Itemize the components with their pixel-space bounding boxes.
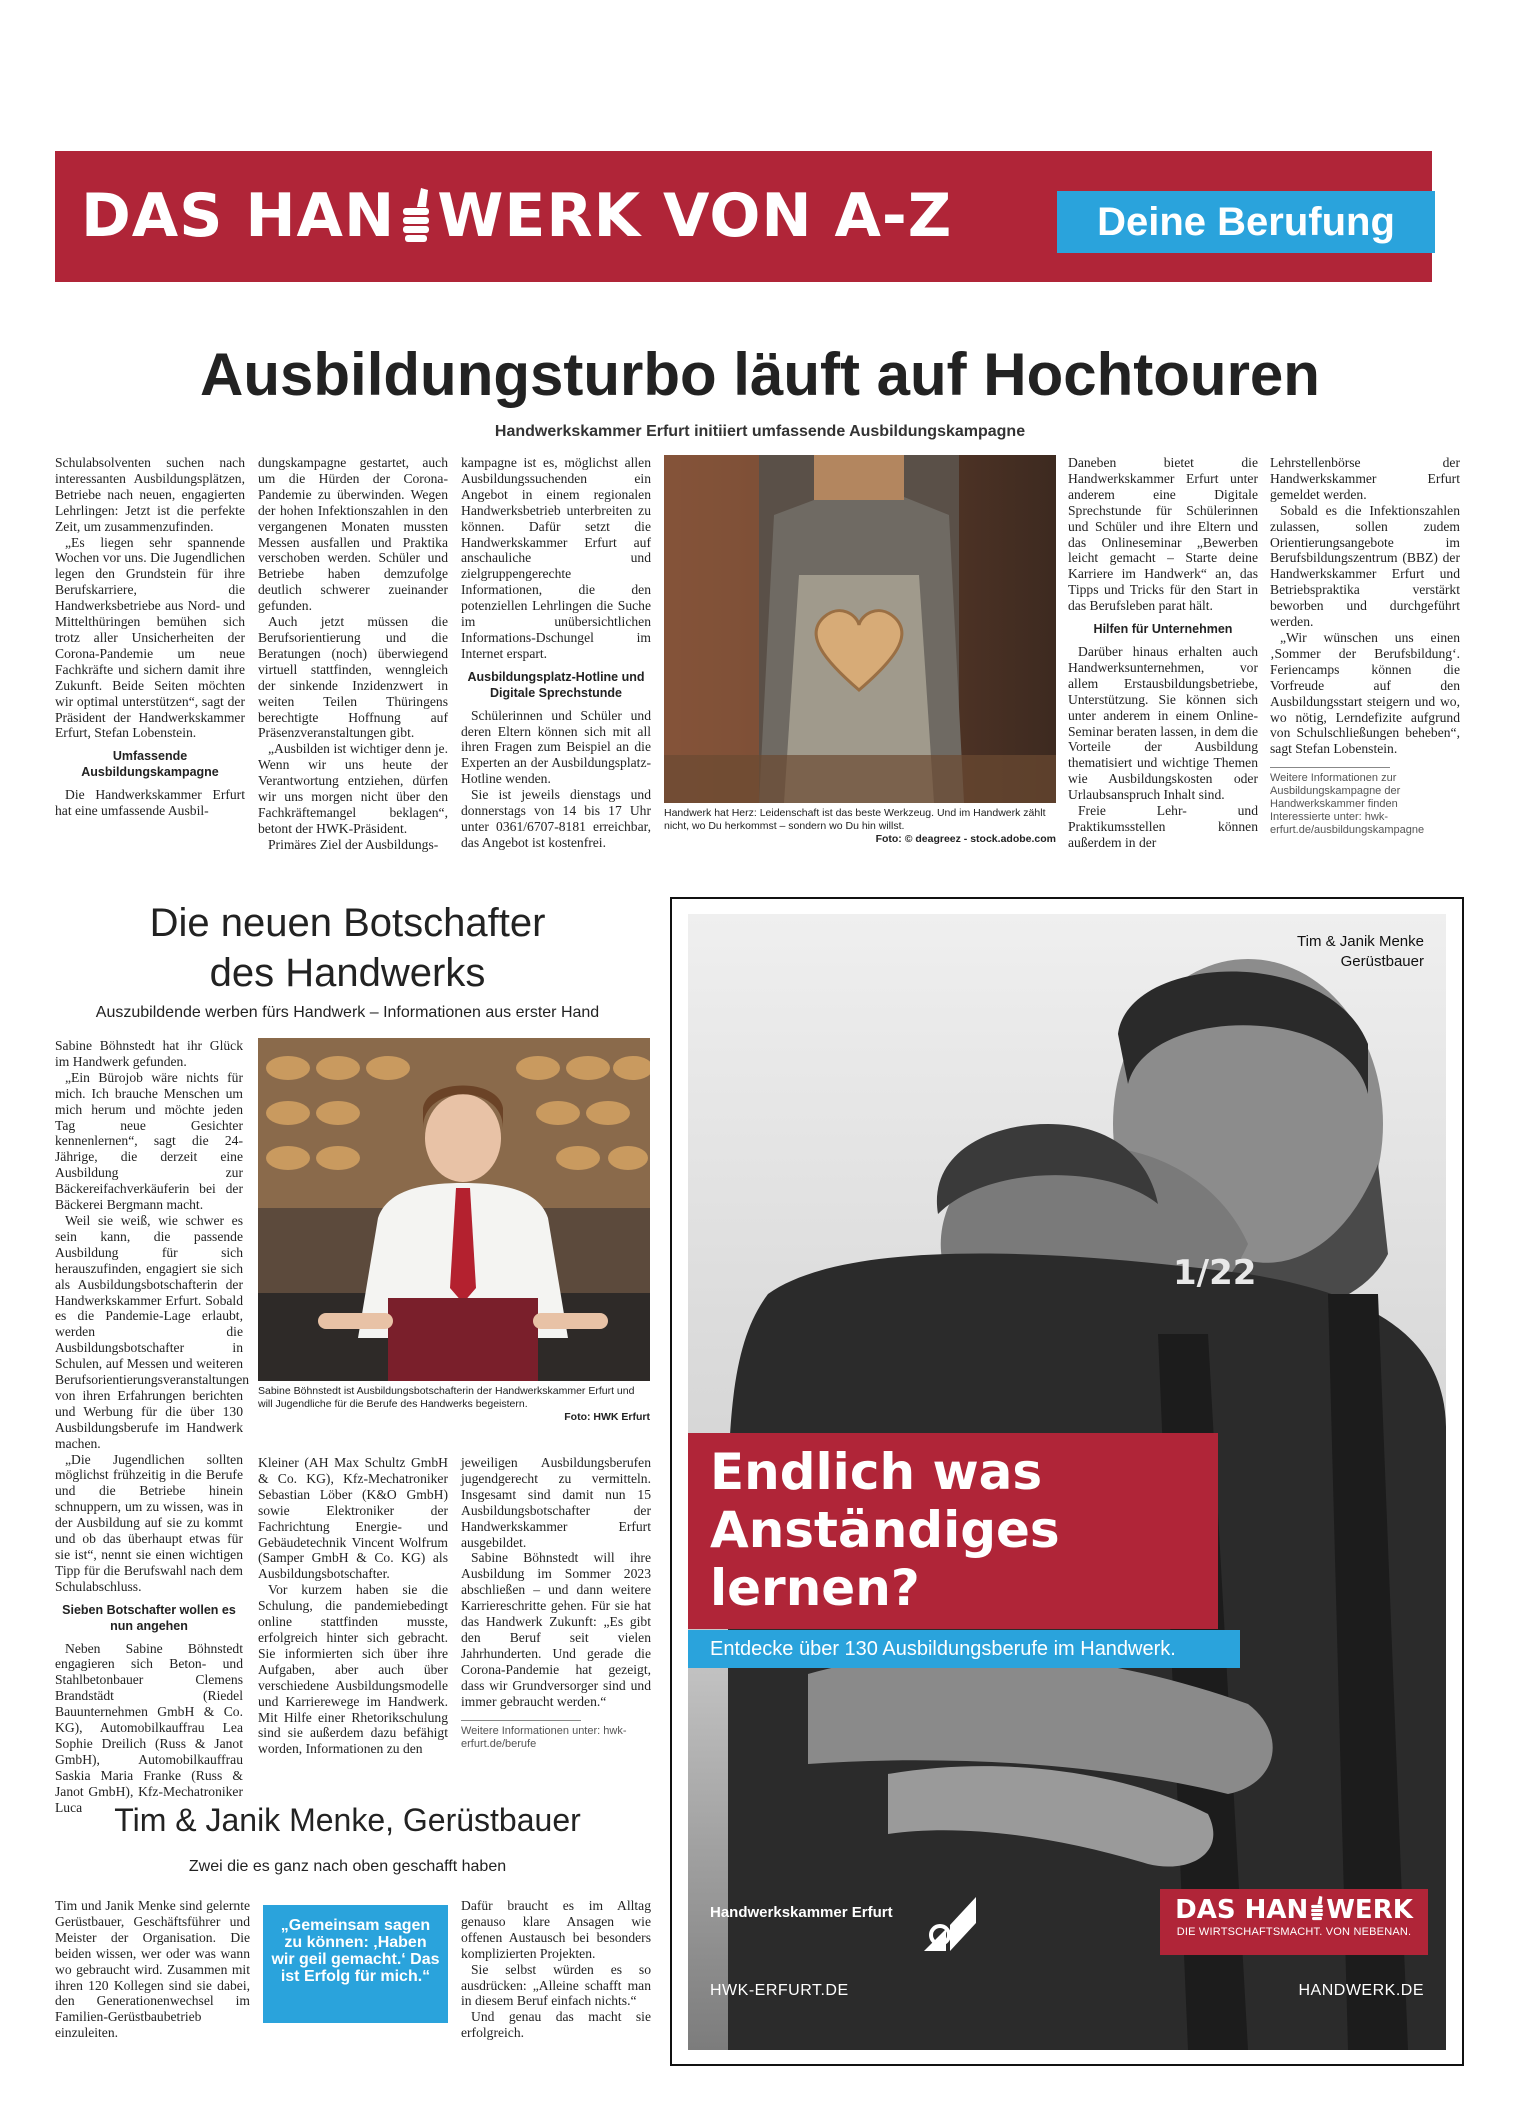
ad-names <box>1297 932 1424 972</box>
paragraph: Sabine Böhnstedt hat ihr Glück im Handwerk gefunden. <box>55 1038 243 1069</box>
das-handwerk-slogan: DIE WIRTSCHAFTSMACHT. VON NEBENAN. <box>1176 1926 1412 1938</box>
article1-column-3 <box>461 455 651 851</box>
article3-column-3 <box>461 1898 651 2041</box>
caption-text: Sabine Böhnstedt ist Ausbildungsbotschafterin der Handwerkskammer Erfurt und will Jugendliche für die Berufe des Handwerks begeistern. <box>258 1385 635 1410</box>
photo2-caption <box>258 1385 650 1424</box>
advertisement <box>688 914 1446 2050</box>
paragraph: Auch jetzt müssen die Berufsorientierung und die Beratungen (noch) überwiegend virtuell stattfinden, wenngleich der sinkende Inzidenzwert in weiten Teilen Thüringens berechtigte Hoffnung auf Präsenzveranstaltungen gibt. <box>258 614 448 741</box>
paragraph: Darüber hinaus erhalten auch Handwerksunternehmen, vor allem Erstausbildungsbetriebe, Unterstützung. Sie können sich unter anderem in einem Online-Seminar beraten lassen, in dem die Vorteile der Ausbildung thematisiert und wichtige Themen wie Ausbildungskosten oder Urlaubsanspruch Inhalt sind. <box>1068 643 1258 803</box>
paragraph: Und genau das macht sie erfolgreich. <box>461 2009 651 2041</box>
hwk-name: Handwerkskammer Erfurt <box>710 1904 893 1921</box>
jersey-number: 1/22 <box>1173 1253 1257 1293</box>
ad-blue-strip: Entdecke über 130 Ausbildungsberufe im Handwerk. <box>688 1630 1240 1668</box>
paragraph: Schülerinnen und Schüler und deren Eltern können sich mit all ihren Fragen zum Beispiel an die Experten an der Ausbildungsplatz-Hotline wenden. <box>461 707 651 787</box>
banner-title-right: WERK VON A-Z <box>437 181 953 251</box>
paragraph: Sie ist jeweils dienstags und donnerstags von 14 bis 17 Uhr unter 0361/6707-8181 erreichbar, das Angebot ist kostenfrei. <box>461 787 651 850</box>
hwk-logo-icon <box>916 1889 986 1959</box>
paragraph: Vor kurzem haben sie die Schulung, die pandemiebedingt online stattfinden musste, erfolgreich hinter sich gebracht. Sie informierten sich über ihre Aufgaben, aber auch über verschiedene Ausbildungsmodelle und Karrierewege im Handwerk. Mit Hilfe einer Rhetorikschulung sind sie außerdem dazu befähigt worden, Informationen zu den <box>258 1582 448 1757</box>
paragraph: „Ein Bürojob wäre nichts für mich. Ich brauche Menschen um mich herum und möchte jeden Tag neue Gesichter kennenlernen“, sagt die 24-Jährige, die derzeit eine Ausbildung zur Bäckereifachverkäuferin bei der Bäckerei Bergmann macht. <box>55 1069 243 1213</box>
photo-credit: Foto: HWK Erfurt <box>564 1411 650 1423</box>
photo1-caption <box>664 807 1056 846</box>
paragraph: „Wir wünschen uns einen ‚Sommer der Berufsbildung‘. Feriencamps können die Vorfreude auf den Ausbildungsstart steigern und wo, wo nötig, Lerndefizite aufgrund von Schulschließungen beheben“, sagt Stefan Lobenstein. <box>1270 629 1460 757</box>
ad-headline-line: Endlich was <box>710 1443 1043 1501</box>
wordmark-left: DAS HAN <box>1175 1895 1309 1925</box>
article2-column-1 <box>55 1038 250 1816</box>
handwerk-url: HANDWERK.DE <box>1298 1982 1424 1999</box>
divider <box>1270 767 1390 768</box>
article2-headline <box>55 898 640 998</box>
subheading: Umfassende Ausbildungskampagne <box>81 749 219 780</box>
headline-line: Die neuen Botschafter <box>149 901 546 945</box>
apron-heart-photo <box>664 455 1056 803</box>
paragraph: Primäres Ziel der Ausbildungs- <box>268 836 439 852</box>
paragraph: Kleiner (AH Max Schultz GmbH & Co. KG), Kfz-Mechatroniker Sebastian Löber (K&O GmbH) sowie Elektroniker der Fachrichtung Energie- und Gebäudetechnik Vincent Wolfrum (Samper GmbH & Co. KG) als Ausbildungsbotschafter. <box>258 1455 448 1582</box>
article1-subhead: Handwerkskammer Erfurt initiiert umfassende Ausbildungskampagne <box>494 423 1026 440</box>
paragraph: kampagne ist es, möglichst allen Ausbildungssuchenden ein Angebot in einem regionalen Handwerksbetrieb unterbreiten zu können. Dafür setzt die Handwerkskammer Erfurt auf anschauliche und zielgruppengerechte Informationen, die den potenziellen Lehrlingen die Suche im unübersichtlichen Informations-Dschungel im Internet erspart. <box>461 455 651 661</box>
article1-column-5 <box>1270 455 1460 837</box>
paragraph: „Die Jugendlichen sollten möglichst frühzeitig in die Berufe und die Betriebe hinein schnuppern, um zu wissen, was in der Ausbildung auf sie zu kommt und ob das überhaupt etwas für sie ist“, nennt sie einen wichtigen Tipp für die Berufswahl nach dem Schulabschluss. <box>55 1451 243 1594</box>
more-info-note: Weitere Informationen zur Ausbildungskampagne der Handwerkskammer finden Interessierte unter: hwk-erfurt.de/ausbildungskampagne <box>1270 772 1425 837</box>
thumbs-up-icon <box>397 186 435 244</box>
paragraph: „Ausbilden ist wichtiger denn je. Wenn wir uns heute der Verantwortung entziehen, dürfen wir uns morgen nicht über den Fachkräftemangel beklagen“, betont der HWK-Präsident. <box>258 741 448 836</box>
banner-title-left: DAS HAN <box>81 181 396 251</box>
article1-column-1 <box>55 455 245 819</box>
article3-column-1 <box>55 1898 250 2041</box>
hwk-url: HWK-ERFURT.DE <box>710 1982 849 1999</box>
ad-headline-box <box>688 1433 1218 1629</box>
paragraph: Weil sie weiß, wie schwer es sein kann, die passende Ausbildung für sich herauszufinden, engagiert sie sich als Ausbildungsbotschafterin der Handwerkskammer Erfurt. Sobald es die Pandemie-Lage erlaubt, werden die Ausbildungsbotschafter in Schulen, auf Messen und weiteren Berufsorientierungsveranstaltungen von ihren Erfahrungen berichten und Werbung für die über 130 Ausbildungsberufe im Handwerk machen. <box>55 1212 250 1451</box>
article2-column-2 <box>258 1455 448 1757</box>
divider <box>461 1720 581 1721</box>
more-info-note: Weitere Informationen unter: hwk-erfurt.de/berufe <box>461 1724 627 1750</box>
headline-line: des Handwerks <box>209 951 486 995</box>
pull-quote: „Gemeinsam sagen zu können: ‚Haben wir geil gemacht.‘ Das ist Erfolg für mich.“ <box>263 1905 448 2023</box>
das-handwerk-logo <box>1160 1889 1428 1955</box>
article3-subhead: Zwei die es ganz nach oben geschafft haben <box>188 1858 507 1875</box>
ad-names-line: Gerüstbauer <box>1340 953 1424 970</box>
banner-title <box>81 181 952 251</box>
wordmark-right: WERK <box>1326 1895 1413 1925</box>
banner-tag: Deine Berufung <box>1057 191 1435 253</box>
caption-text: Handwerk hat Herz: Leidenschaft ist das beste Werkzeug. Und im Handwerk zählt nicht, wo Du herkommst – sondern wo Du hin willst. <box>664 807 1046 832</box>
paragraph: Schulabsolventen suchen nach interessanten Ausbildungsplätzen, Betriebe nach neuen, engagierten Lehrlingen: Jetzt ist die perfekte Zeit, um zusammenzufinden. <box>55 455 245 534</box>
article1-column-4 <box>1068 455 1258 851</box>
paragraph: Sie selbst würden es so ausdrücken: „Alleine schafft man in diesem Beruf einfach nichts.“ <box>461 1961 651 2009</box>
ad-headline-line: Anständiges <box>710 1501 1060 1559</box>
header-banner <box>55 151 1432 282</box>
article2-column-3 <box>461 1455 651 1751</box>
paragraph: dungskampagne gestartet, auch um die Hürden der Corona-Pandemie zu überwinden. Wegen der hohen Infektionszahlen in den vergangenen Monaten mussten Messen ausfallen und Praktika verschoben werden. Schüler und Betriebe haben demzufolge deutlich schwerer zueinander gefunden. <box>258 455 448 614</box>
ad-names-line: Tim & Janik Menke <box>1297 933 1424 950</box>
subheading: Hilfen für Unternehmen <box>1093 622 1233 637</box>
paragraph: jeweiligen Ausbildungsberufen jugendgerecht zu vermitteln. Insgesamt sind damit nun 15 Ausbildungsbotschafter der Handwerkskammer Erfurt ausgebildet. <box>461 1455 651 1550</box>
article1-headline: Ausbildungsturbo läuft auf Hochtouren <box>200 341 1320 408</box>
paragraph: „Es liegen sehr spannende Wochen vor uns. Die Jugendlichen legen den Grundstein für ihre Berufskarriere, die Handwerksbetriebe aus Nord- und Mittelthüringen bemühen sich trotz aller Unsicherheiten der Corona-Pandemie um neue Fachkräfte und sichern damit ihre Zukunft. Beide Seiten möchten wir optimal unterstützen“, sagt der Präsident der Handwerkskammer Erfurt, Stefan Lobenstein. <box>55 534 245 741</box>
paragraph: Sabine Böhnstedt will ihre Ausbildung im Sommer 2023 abschließen – und dann weitere Karriereschritte gehen. Für sie hat das Handwerk Zukunft: „Es gibt den Beruf seit vielen Jahrhunderten. Und gerade die Corona-Pandemie hat gezeigt, dass wir Grundversorger sind und immer gebraucht werden.“ <box>461 1550 651 1709</box>
paragraph: Lehrstellenbörse der Handwerkskammer Erfurt gemeldet werden. <box>1270 455 1460 502</box>
paragraph: Sobald es die Infektionszahlen zulassen, sollen zudem Orientierungsangebote im Berufsbildungszentrum (BBZ) der Handwerkskammer Erfurt und Betriebspraktika verstärkt beworben und durchgeführt werden. <box>1270 502 1460 630</box>
paragraph: Neben Sabine Böhnstedt engagieren sich Beton- und Stahlbetonbauer Clemens Brandstädt (Riedel Bauunternehmen GmbH & Co. KG), Automobilkauffrau Lea Sophie Dreilich (Russ & Janot GmbH), Automobilkauffrau Saskia Maria Franke (Russ & Janot GmbH), Kfz-Mechatroniker Luca <box>55 1640 243 1815</box>
paragraph: Die Handwerkskammer Erfurt hat eine umfassende Ausbil- <box>55 787 245 819</box>
photo-credit: Foto: © deagreez - stock.adobe.com <box>875 833 1056 845</box>
ad-headline <box>710 1443 1060 1617</box>
subheading: Ausbildungsplatz-Hotline und Digitale Sprechstunde <box>467 669 645 700</box>
article1-column-2 <box>258 455 448 853</box>
baker-photo <box>258 1038 650 1381</box>
article3-headline: Tim & Janik Menke, Gerüstbauer <box>114 1802 581 1838</box>
ad-headline-line: lernen? <box>710 1559 920 1617</box>
paragraph: Freie Lehr- und Praktikumsstellen können außerdem in der <box>1068 803 1258 850</box>
paragraph: Dafür braucht es im Alltag genauso klare Ansagen wie offenen Austausch bei besonders komplizierten Projekten. <box>461 1898 651 1961</box>
paragraph: Daneben bietet die Handwerkskammer Erfurt unter anderem eine Digitale Sprechstunde für Schülerinnen und Schüler und ihre Eltern und das Onlineseminar „Bewerben leicht gemacht – Starte deine Karriere im Handwerk“ an, das Tipps und Tricks für den Start in das Berufsleben parat hält. <box>1068 455 1258 614</box>
das-handwerk-wordmark <box>1160 1895 1428 1925</box>
subheading: Sieben Botschafter wollen es nun angehen <box>62 1602 236 1633</box>
thumbs-up-icon <box>1308 1895 1326 1921</box>
paragraph: Tim und Janik Menke sind gelernte Gerüstbauer, Geschäftsführer und Meister der Organisation. Die beiden wissen, wer oder was wann wo gebraucht wird. Zusammen mit ihren 120 Kollegen sind sie dabei, den Generationenwechsel im Familien-Gerüstbaubetrieb einzuleiten. <box>55 1898 250 2041</box>
article2-subhead: Auszubildende werben fürs Handwerk – Informationen aus erster Hand <box>95 1004 600 1021</box>
